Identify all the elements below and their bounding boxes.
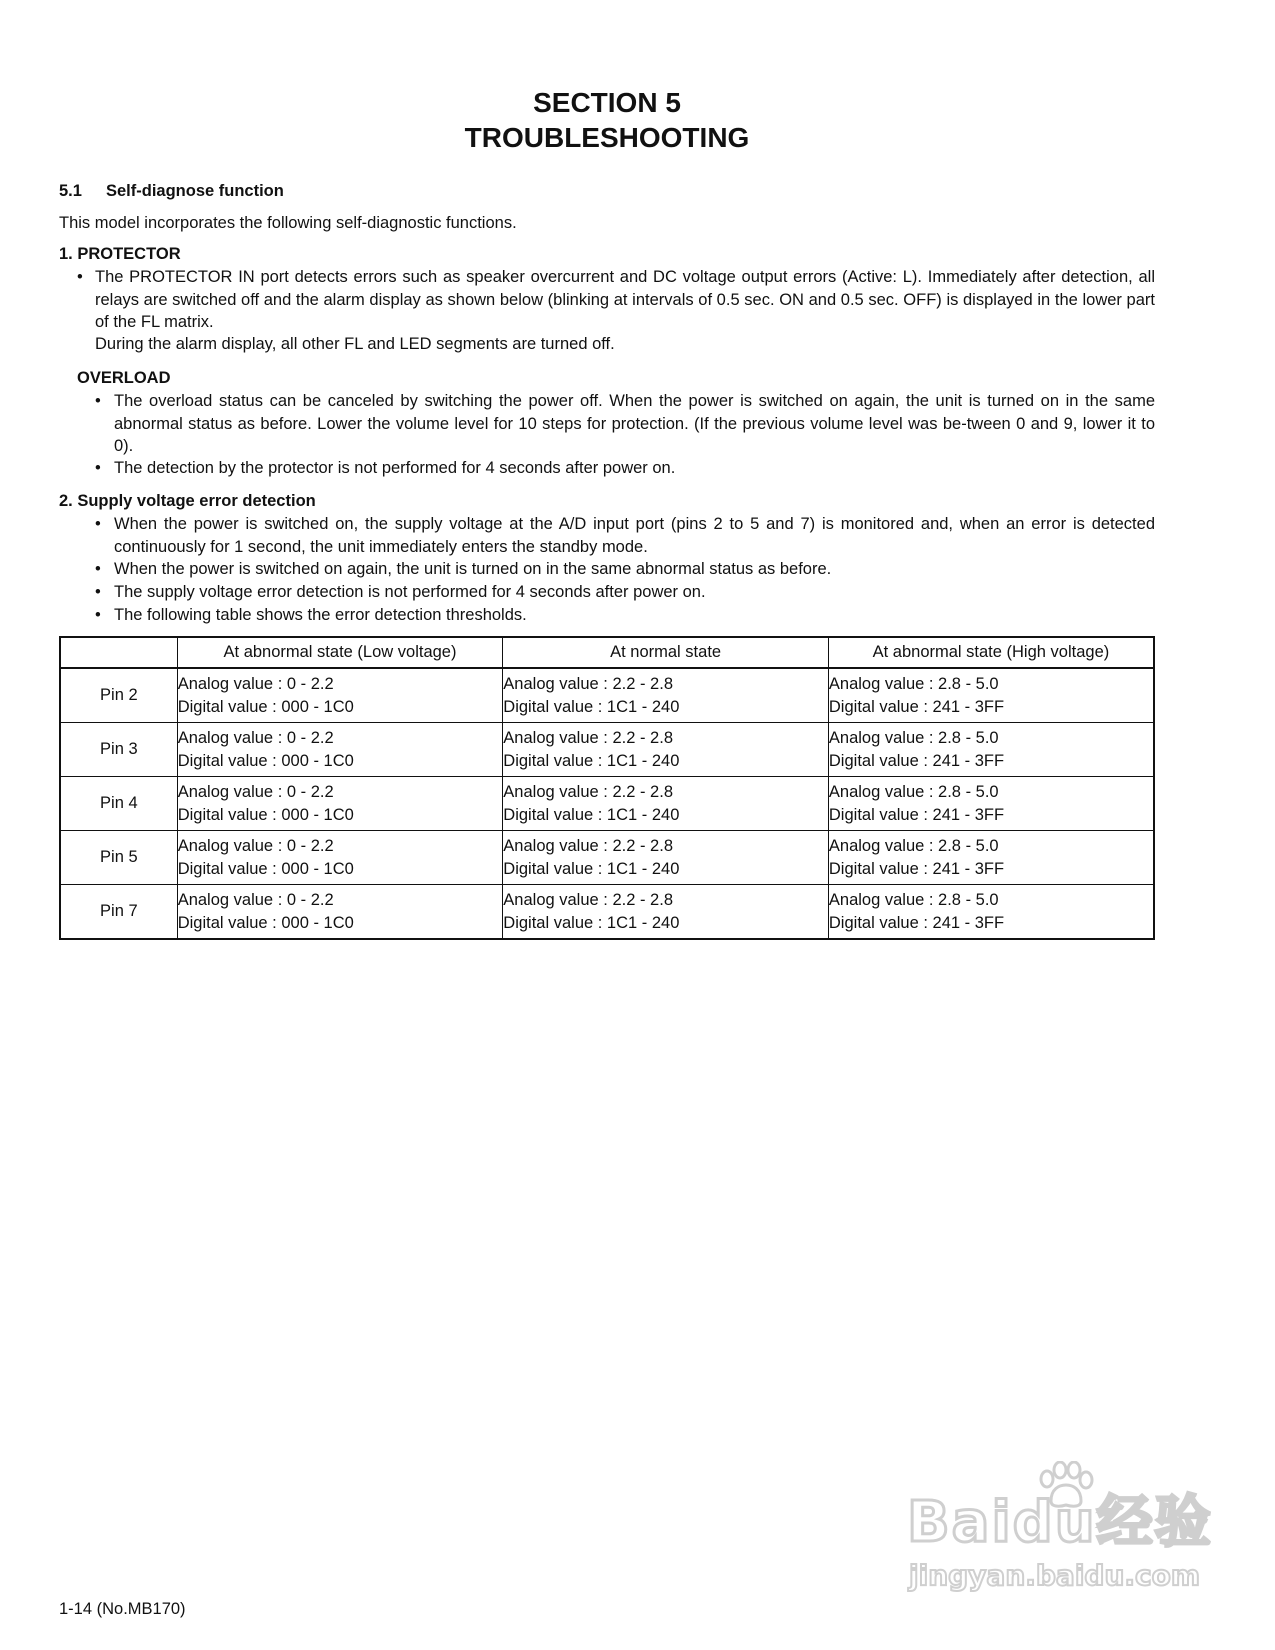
low-voltage-cell bbox=[177, 723, 503, 777]
digital-value: Digital value : 241 - 3FF bbox=[828, 751, 1005, 770]
pin-cell: Pin 3 bbox=[60, 723, 177, 777]
table-row bbox=[60, 831, 1154, 885]
bullet-marker: • bbox=[95, 606, 101, 624]
overload-heading: OVERLOAD bbox=[77, 369, 171, 387]
supply-heading: 2. Supply voltage error detection bbox=[59, 492, 316, 510]
digital-value: Digital value : 1C1 - 240 bbox=[503, 913, 680, 932]
analog-value: Analog value : 2.2 - 2.8 bbox=[503, 782, 673, 801]
low-voltage-cell bbox=[177, 885, 503, 940]
digital-value: Digital value : 241 - 3FF bbox=[828, 913, 1005, 932]
analog-value: Analog value : 2.2 - 2.8 bbox=[503, 836, 673, 855]
table-row bbox=[60, 723, 1154, 777]
low-voltage-cell bbox=[177, 777, 503, 831]
analog-value: Analog value : 2.2 - 2.8 bbox=[503, 674, 673, 693]
pin-cell: Pin 4 bbox=[60, 777, 177, 831]
analog-value: Analog value : 2.8 - 5.0 bbox=[828, 836, 999, 855]
digital-value: Digital value : 1C1 - 240 bbox=[503, 697, 680, 716]
bullet-marker: • bbox=[95, 392, 101, 410]
table-header-cell: At abnormal state (Low voltage) bbox=[177, 637, 503, 668]
digital-value: Digital value : 000 - 1C0 bbox=[177, 859, 354, 878]
analog-value: Analog value : 2.2 - 2.8 bbox=[503, 890, 673, 909]
digital-value: Digital value : 000 - 1C0 bbox=[177, 697, 354, 716]
bullet-marker: • bbox=[95, 583, 101, 601]
protector-paragraph: The PROTECTOR IN port detects errors such as speaker overcurrent and DC voltage output errors (Active: L). Immediately after detection, all relays are switched off and the alarm display as shown below (blinking at intervals of 0.5 sec. ON and 0.5 sec. OFF) is displayed in the lower part of the FL matrix. bbox=[95, 268, 1155, 331]
high-voltage-cell bbox=[828, 885, 1154, 940]
table-header-cell: At normal state bbox=[503, 637, 829, 668]
analog-value: Analog value : 2.8 - 5.0 bbox=[828, 890, 999, 909]
section-number-heading: SECTION 5 bbox=[533, 87, 681, 118]
high-voltage-cell bbox=[828, 723, 1154, 777]
table-row bbox=[60, 885, 1154, 940]
analog-value: Analog value : 0 - 2.2 bbox=[177, 836, 334, 855]
supply-item-3: The supply voltage error detection is not performed for 4 seconds after power on. bbox=[114, 583, 706, 601]
protector-heading: 1. PROTECTOR bbox=[59, 245, 181, 263]
analog-value: Analog value : 2.8 - 5.0 bbox=[828, 782, 999, 801]
digital-value: Digital value : 000 - 1C0 bbox=[177, 805, 354, 824]
digital-value: Digital value : 241 - 3FF bbox=[828, 697, 1005, 716]
page-footer: 1-14 (No.MB170) bbox=[59, 1600, 186, 1618]
baidu-watermark bbox=[905, 1455, 1213, 1595]
table-header-cell bbox=[60, 637, 177, 668]
analog-value: Analog value : 2.8 - 5.0 bbox=[828, 674, 999, 693]
low-voltage-cell bbox=[177, 668, 503, 723]
pin-cell: Pin 5 bbox=[60, 831, 177, 885]
high-voltage-cell bbox=[828, 777, 1154, 831]
supply-item-2: When the power is switched on again, the unit is turned on in the same abnormal status as before. bbox=[114, 560, 832, 578]
digital-value: Digital value : 1C1 - 240 bbox=[503, 859, 680, 878]
normal-cell bbox=[503, 831, 829, 885]
table-row bbox=[60, 668, 1154, 723]
page-title: TROUBLESHOOTING bbox=[464, 122, 750, 153]
analog-value: Analog value : 0 - 2.2 bbox=[177, 782, 334, 801]
intro-paragraph: This model incorporates the following self-diagnostic functions. bbox=[59, 214, 517, 232]
subsection-title: Self-diagnose function bbox=[106, 182, 284, 200]
digital-value: Digital value : 000 - 1C0 bbox=[177, 751, 354, 770]
overload-item-1: The overload status can be canceled by switching the power off. When the power is switched on again, the unit is turned on in the same abnormal status as before. Lower the volume level for 10 steps for protection. (If the previous volume level was be-tween 0 and 9, lower it to 0). bbox=[114, 392, 1155, 455]
normal-cell bbox=[503, 723, 829, 777]
analog-value: Analog value : 0 - 2.2 bbox=[177, 728, 334, 747]
digital-value: Digital value : 1C1 - 240 bbox=[503, 805, 680, 824]
pin-cell: Pin 2 bbox=[60, 668, 177, 723]
high-voltage-cell bbox=[828, 668, 1154, 723]
bullet-marker: • bbox=[77, 268, 83, 286]
thresholds-table bbox=[59, 636, 1155, 940]
table-row bbox=[60, 777, 1154, 831]
overload-item-2: The detection by the protector is not performed for 4 seconds after power on. bbox=[114, 459, 676, 477]
bullet-marker: • bbox=[95, 515, 101, 533]
analog-value: Analog value : 2.8 - 5.0 bbox=[828, 728, 999, 747]
digital-value: Digital value : 241 - 3FF bbox=[828, 859, 1005, 878]
table-header-row bbox=[60, 637, 1154, 668]
watermark-brand: Baidu经验 bbox=[907, 1490, 1213, 1555]
supply-item-4: The following table shows the error detection thresholds. bbox=[114, 606, 527, 624]
bullet-marker: • bbox=[95, 459, 101, 477]
normal-cell bbox=[503, 777, 829, 831]
bullet-marker: • bbox=[95, 560, 101, 578]
low-voltage-cell bbox=[177, 831, 503, 885]
digital-value: Digital value : 241 - 3FF bbox=[828, 805, 1005, 824]
normal-cell bbox=[503, 885, 829, 940]
supply-item-1: When the power is switched on, the supply voltage at the A/D input port (pins 2 to 5 and 7) is monitored and, when an error is detected continuously for 1 second, the unit immediately enters the standby mode. bbox=[114, 515, 1155, 556]
analog-value: Analog value : 2.2 - 2.8 bbox=[503, 728, 673, 747]
analog-value: Analog value : 0 - 2.2 bbox=[177, 674, 334, 693]
digital-value: Digital value : 1C1 - 240 bbox=[503, 751, 680, 770]
subsection-number: 5.1 bbox=[59, 182, 82, 200]
protector-paragraph-2: During the alarm display, all other FL and LED segments are turned off. bbox=[95, 335, 615, 353]
analog-value: Analog value : 0 - 2.2 bbox=[177, 890, 334, 909]
normal-cell bbox=[503, 668, 829, 723]
table-header-cell: At abnormal state (High voltage) bbox=[828, 637, 1154, 668]
high-voltage-cell bbox=[828, 831, 1154, 885]
digital-value: Digital value : 000 - 1C0 bbox=[177, 913, 354, 932]
watermark-url: jingyan.baidu.com bbox=[909, 1559, 1201, 1592]
pin-cell: Pin 7 bbox=[60, 885, 177, 940]
